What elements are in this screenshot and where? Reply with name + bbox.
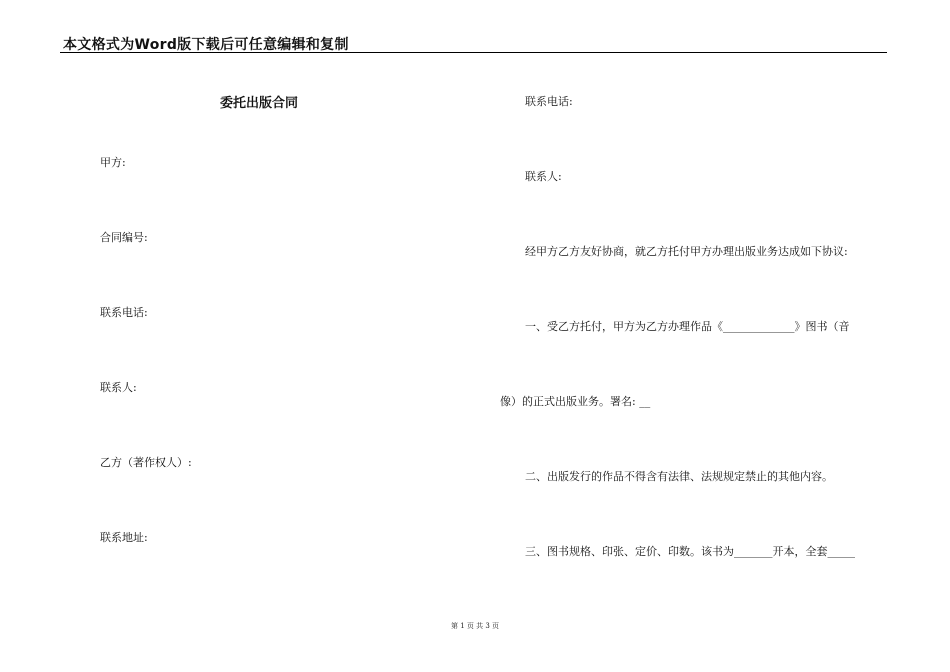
clause-1-line-1: 一、受乙方托付，甲方为乙方办理作品《_____________》图书（音 bbox=[525, 320, 850, 333]
document-title: 委托出版合同 bbox=[220, 96, 299, 111]
clause-3: 三、图书规格、印张、定价、印数。该书为_______开本，全套_____ bbox=[525, 545, 855, 558]
page-footer: 第 1 页 共 3 页 bbox=[450, 622, 500, 630]
contract-number-label: 合同编号: bbox=[100, 231, 148, 244]
clause-2: 二、出版发行的作品不得含有法律、法规规定禁止的其他内容。 bbox=[525, 470, 833, 483]
right-column bbox=[475, 0, 950, 672]
contact-person-label-left: 联系人: bbox=[100, 381, 137, 394]
clause-1-line-2: 像）的正式出版业务。署名: __ bbox=[500, 395, 651, 408]
address-label: 联系地址: bbox=[100, 531, 148, 544]
agreement-intro: 经甲方乙方友好协商，就乙方托付甲方办理出版业务达成如下协议: bbox=[525, 245, 848, 258]
party-b-label: 乙方（著作权人）: bbox=[100, 456, 192, 469]
party-a-label: 甲方: bbox=[100, 156, 126, 169]
header-banner: 本文格式为Word版下载后可任意编辑和复制 bbox=[63, 37, 349, 53]
phone-label-left: 联系电话: bbox=[100, 306, 148, 319]
contact-person-label-right: 联系人: bbox=[525, 170, 562, 183]
phone-label-right: 联系电话: bbox=[525, 95, 573, 108]
